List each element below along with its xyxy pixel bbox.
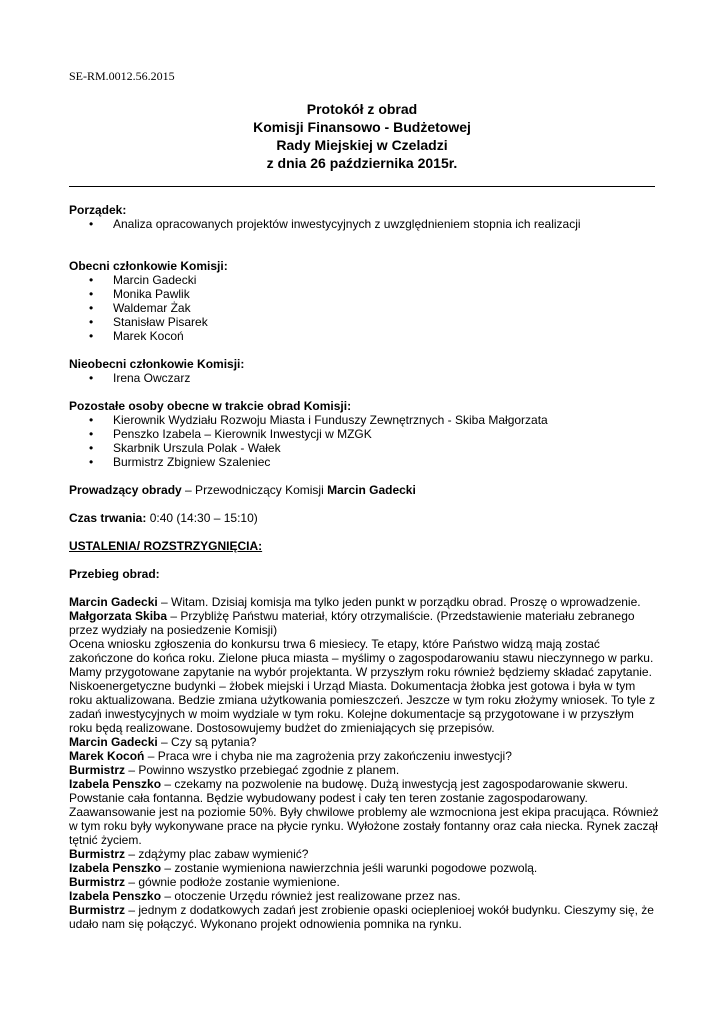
transcript-entry — [69, 875, 659, 889]
list-item: • Burmistrz Zbigniew Szaleniec — [69, 455, 659, 469]
transcript-entry — [69, 777, 659, 847]
statement-text: Ocena wniosku zgłoszenia do konkursu trwa 6 miesiecy. Te etapy, które Państwo widzą mają zostać zakończone do końca roku. Zielone płuca miasta – myślimy o zagospodarowaniu stawu nieczynnego w parku. Mamy przygotowane zapytanie na wybór projektanta. W przyszłym roku również będziemy składać zapytanie. Niskoenergetyczne budynki – żłobek miejski i Urząd Miasta. Dokumentacja żłobka jest gotowa i była w tym roku aktualizowana. Bedzie zmiana użytkowania pomieszczeń. Jeszcze w tym roku złożymy wniosek. To tyle z zadań inwestycyjnych w moim wydziale w tym roku. Kolejne dokumentacje są przygotowane i w przyszłym roku będą realizowane. Dostosowujemy budżet do zmieniających się przepisów. — [69, 637, 656, 735]
present-members-heading: Obecni członkowie Komisji: — [69, 259, 228, 273]
transcript-entry — [69, 889, 659, 903]
absent-members-list — [69, 371, 659, 385]
document-body — [69, 203, 659, 931]
speaker-name: Burmistrz — [69, 903, 126, 917]
statement-text: – Przybliżę Państwu materiał, który otrzymaliście. (Przedstawienie materiału zebranego przez wydziały na posiedzenie Komisji) — [69, 609, 635, 637]
list-item: • Marcin Gadecki — [69, 273, 659, 287]
chairperson-text: – Przewodniczący Komisji — [181, 483, 328, 497]
statement-text: – gównie podłoże zostanie wymienione. — [125, 875, 340, 889]
agenda-heading: Porządek: — [69, 203, 127, 217]
list-item: • Monika Pawlik — [69, 287, 659, 301]
statement-text: – Powinno wszystko przebiegać zgodnie z planem. — [125, 763, 400, 777]
transcript-entry — [69, 735, 659, 749]
other-attendees-heading: Pozostałe osoby obecne w trakcie obrad Komisji: — [69, 399, 352, 413]
speaker-name: Marcin Gadecki — [69, 595, 158, 609]
transcript-entry — [69, 749, 659, 763]
chairperson-line — [69, 483, 659, 497]
duration-value: 0:40 (14:30 – 15:10) — [146, 511, 258, 525]
speaker-name: Marek Kocoń — [69, 749, 145, 763]
other-attendees-list — [69, 413, 659, 469]
speaker-name: Izabela Penszko — [69, 889, 162, 903]
speaker-name: Burmistrz — [69, 763, 126, 777]
document-reference-number: SE-RM.0012.56.2015 — [69, 69, 175, 83]
present-members-list — [69, 273, 659, 343]
list-item: • Marek Kocoń — [69, 329, 659, 343]
list-item: • Penszko Izabela – Kierownik Inwestycji w MZGK — [69, 427, 659, 441]
transcript-entry — [69, 861, 659, 875]
list-item: • Waldemar Żak — [69, 301, 659, 315]
speaker-name: Burmistrz — [69, 875, 126, 889]
findings-heading: USTALENIA/ ROZSTRZYGNIĘCIA: — [69, 539, 263, 553]
statement-text: – czekamy na pozwolenie na budowę. Dużą inwestycją jest zagospodarowanie skweru. Powstanie cała fontanna. Będzie wybudowany podest i cały ten teren zostanie zagospodarowany. Zaawansowanie jest na poziomie 50%. Były chwilowe problemy ale wzmocniona jest ekipa pracująca. Również w tym roku były wykonywane prace na płycie rynku. Wyłożone zostały fontanny oraz cała niecka. Rynek zaczął tętnić życiem. — [69, 777, 659, 847]
list-item: • Stanisław Pisarek — [69, 315, 659, 329]
speaker-name: Marcin Gadecki — [69, 735, 158, 749]
transcript-entry — [69, 903, 659, 931]
statement-text: – otoczenie Urzędu również jest realizowane przez nas. — [161, 889, 461, 903]
speaker-name: Małgorzata Skiba — [69, 609, 168, 623]
transcript-entry — [69, 609, 659, 637]
title-line-2: Komisji Finansowo - Budżetowej — [253, 119, 471, 135]
proceedings-heading: Przebieg obrad: — [69, 567, 160, 581]
absent-members-heading: Nieobecni członkowie Komisji: — [69, 357, 245, 371]
duration-line — [69, 511, 659, 525]
title-line-1: Protokół z obrad — [306, 101, 418, 117]
agenda-item: • Analiza opracowanych projektów inwestycyjnych z uwzględnieniem stopnia ich realizacji — [69, 217, 659, 231]
statement-text: – jednym z dodatkowych zadań jest zrobienie opaski ocieplenioej wokół budynku. Cieszymy się, że udało nam się połączyć. Wykonano projekt odnowienia pomnika na rynku. — [69, 903, 654, 931]
list-item: • Kierownik Wydziału Rozwoju Miasta i Funduszy Zewnętrznych - Skiba Małgorzata — [69, 413, 659, 427]
speaker-name: Izabela Penszko — [69, 861, 162, 875]
transcript — [69, 595, 659, 931]
statement-text: – zdążymy plac zabaw wymienić? — [125, 847, 309, 861]
title-line-3: Rady Miejskiej w Czeladzi — [276, 137, 448, 153]
title-line-4: z dnia 26 października 2015r. — [266, 155, 458, 171]
statement-text: – Czy są pytania? — [157, 735, 257, 749]
transcript-entry — [69, 595, 659, 609]
speaker-name: Burmistrz — [69, 847, 126, 861]
title-divider — [69, 186, 655, 187]
transcript-entry — [69, 847, 659, 861]
document-title — [0, 100, 724, 172]
statement-text: – Praca wre i chyba nie ma zagrożenia przy zakończeniu inwestycji? — [144, 749, 512, 763]
list-item: • Skarbnik Urszula Polak - Wałek — [69, 441, 659, 455]
statement-text: – zostanie wymieniona nawierzchnia jeśli warunki pogodowe pozwolą. — [161, 861, 538, 875]
statement-text: – Witam. Dzisiaj komisja ma tylko jeden punkt w porządku obrad. Proszę o wprowadzenie. — [157, 595, 641, 609]
duration-label: Czas trwania: — [69, 511, 147, 525]
speaker-name: Izabela Penszko — [69, 777, 162, 791]
agenda-list — [69, 217, 659, 231]
transcript-entry — [69, 763, 659, 777]
transcript-entry — [69, 637, 659, 735]
chairperson-label: Prowadzący obrady — [69, 483, 182, 497]
chairperson-name: Marcin Gadecki — [327, 483, 416, 497]
list-item: • Irena Owczarz — [69, 371, 659, 385]
